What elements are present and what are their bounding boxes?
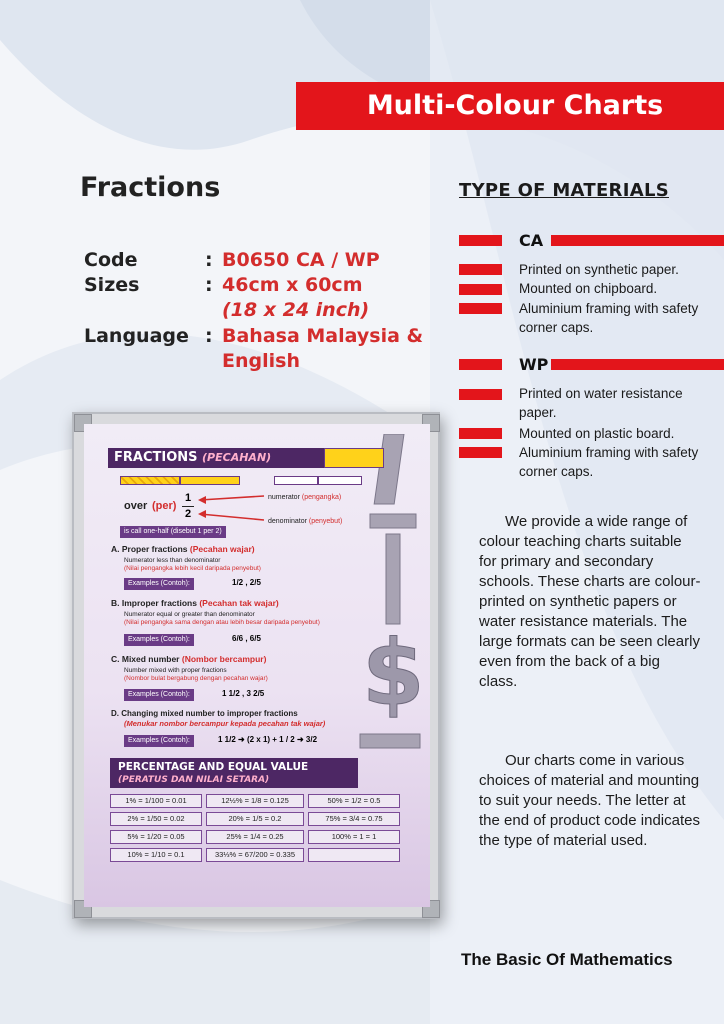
fraction-bar-small (274, 476, 318, 485)
ca-item: Aluminium framing with safety corner caps. (519, 301, 699, 335)
ca-bar-right (551, 235, 724, 246)
wp-label: WP (519, 355, 549, 374)
description-paragraph-2: Our charts come in various choices of material and mounting to suit your needs. The letter at the end of product code indicates the type of material used. (479, 752, 700, 849)
section-c-desc-ms: (Nombor bulat bergabung dengan pecahan wajar) (124, 675, 268, 682)
section-d-head: D. Changing mixed number to improper fractions (111, 709, 298, 718)
percentage-cell: 50% = 1/2 = 0.5 (308, 794, 400, 808)
bullet-bar (459, 303, 502, 314)
math-symbols-decoration-icon (354, 434, 430, 764)
percentage-cell: 2% = 1/50 = 0.02 (110, 812, 202, 826)
section-b-head: B. Improper fractions (Pecahan tak wajar) (111, 598, 279, 608)
footer-tagline: The Basic Of Mathematics (461, 950, 673, 969)
wp-item: Mounted on plastic board. (519, 426, 675, 441)
section-a-example: 1/2 , 2/5 (232, 578, 261, 587)
ca-item: Mounted on chipboard. (519, 281, 658, 296)
section-a-desc: Numerator less than denominator (124, 557, 221, 564)
section-b-example: 6/6 , 6/5 (232, 634, 261, 643)
percentage-cell: 10% = 1/10 = 0.1 (110, 848, 202, 862)
section-c-head: C. Mixed number (Nombor bercampur) (111, 654, 267, 664)
spec-value-language: Bahasa Malaysia & (222, 325, 424, 347)
fraction-bar-empty (180, 476, 240, 485)
percentage-cell (308, 848, 400, 862)
half-denominator: 2 (185, 508, 192, 520)
page-banner: Multi-Colour Charts (296, 82, 724, 130)
bullet-bar (459, 447, 502, 458)
percentage-cell: 12½% = 1/8 = 0.125 (206, 794, 304, 808)
title-yellow-block (324, 448, 384, 468)
spec-label-code: Code (84, 249, 138, 271)
wp-item: Aluminium framing with safety corner caps. (519, 445, 699, 479)
bullet-bar (459, 264, 502, 275)
wp-bar-left (459, 359, 502, 370)
fraction-bar-shaded (120, 476, 180, 485)
examples-tag: Examples (Contoh): (124, 634, 194, 646)
half-numerator: 1 (185, 492, 192, 504)
percentage-cell: 25% = 1/4 = 0.25 (206, 830, 304, 844)
section-d-example: 1 1/2 ➜ (2 x 1) + 1 / 2 ➜ 3/2 (218, 735, 318, 744)
is-half-tag: is call one-half (disebut 1 per 2) (120, 526, 226, 538)
examples-tag: Examples (Contoh): (124, 578, 194, 590)
bullet-bar (459, 389, 502, 400)
spec-value-sizes-inch: (18 x 24 inch) (222, 299, 370, 321)
section-c-example: 1 1/2 , 3 2/5 (222, 689, 265, 698)
spec-value-sizes: 46cm x 60cm (222, 274, 363, 296)
spec-value-code: B0650 CA / WP (222, 249, 380, 271)
materials-heading: TYPE OF MATERIALS (459, 180, 669, 201)
section-a-head: A. Proper fractions (Pecahan wajar) (111, 544, 255, 554)
per-label: (per) (152, 500, 177, 512)
section-d-head-ms: (Menukar nombor bercampur kepada pecahan tak wajar) (124, 719, 326, 728)
spec-label-language: Language (84, 325, 189, 347)
ca-item: Printed on synthetic paper. (519, 262, 679, 277)
wp-bar-right (551, 359, 724, 370)
percentage-cell: 5% = 1/20 = 0.05 (110, 830, 202, 844)
poster-title: FRACTIONS (PECAHAN) (108, 448, 324, 468)
percentage-cell: 100% = 1 = 1 (308, 830, 400, 844)
spec-colon: : (205, 325, 213, 347)
section-a-desc-ms: (Nilai pengangka lebih kecil daripada penyebut) (124, 565, 261, 572)
percentage-cell: 33⅓% = 67/200 = 0.335 (206, 848, 304, 862)
spec-colon: : (205, 274, 213, 296)
arrows-icon (196, 492, 266, 524)
fraction-line (182, 506, 194, 507)
bullet-bar (459, 428, 502, 439)
percentage-cell: 75% = 3/4 = 0.75 (308, 812, 400, 826)
examples-tag: Examples (Contoh): (124, 689, 194, 701)
spec-value-language-2: English (222, 350, 300, 372)
svg-text:$: $ (362, 621, 425, 726)
section-c-desc: Number mixed with proper fractions (124, 667, 227, 674)
percentage-heading: PERCENTAGE AND EQUAL VALUE (PERATUS DAN NILAI SETARA) (110, 758, 358, 788)
spec-label-sizes: Sizes (84, 274, 140, 296)
fraction-bar-small (318, 476, 362, 485)
percentage-cell: 1% = 1/100 = 0.01 (110, 794, 202, 808)
over-label: over (124, 500, 148, 512)
numerator-label: numerator (pengangka) (268, 494, 342, 501)
percentage-cell: 20% = 1/5 = 0.2 (206, 812, 304, 826)
fractions-poster (84, 424, 430, 907)
section-b-desc: Numerator equal or greater than denominator (124, 611, 255, 618)
wp-item: Printed on water resistance paper. (519, 386, 683, 420)
description-paragraph-1: We provide a wide range of colour teaching charts suitable for primary and secondary schools. These charts are colour-printed on synthetic papers or water resistance materials. The large formats can be seen clearly even from the back of a big class. (479, 513, 701, 690)
ca-bar-left (459, 235, 502, 246)
spec-colon: : (205, 249, 213, 271)
product-title: Fractions (80, 172, 221, 203)
ca-label: CA (519, 231, 544, 250)
bullet-bar (459, 284, 502, 295)
examples-tag: Examples (Contoh): (124, 735, 194, 747)
denominator-label: denominator (penyebut) (268, 518, 343, 525)
section-b-desc-ms: (Nilai pengangka sama dengan atau lebih besar daripada penyebut) (124, 619, 320, 626)
